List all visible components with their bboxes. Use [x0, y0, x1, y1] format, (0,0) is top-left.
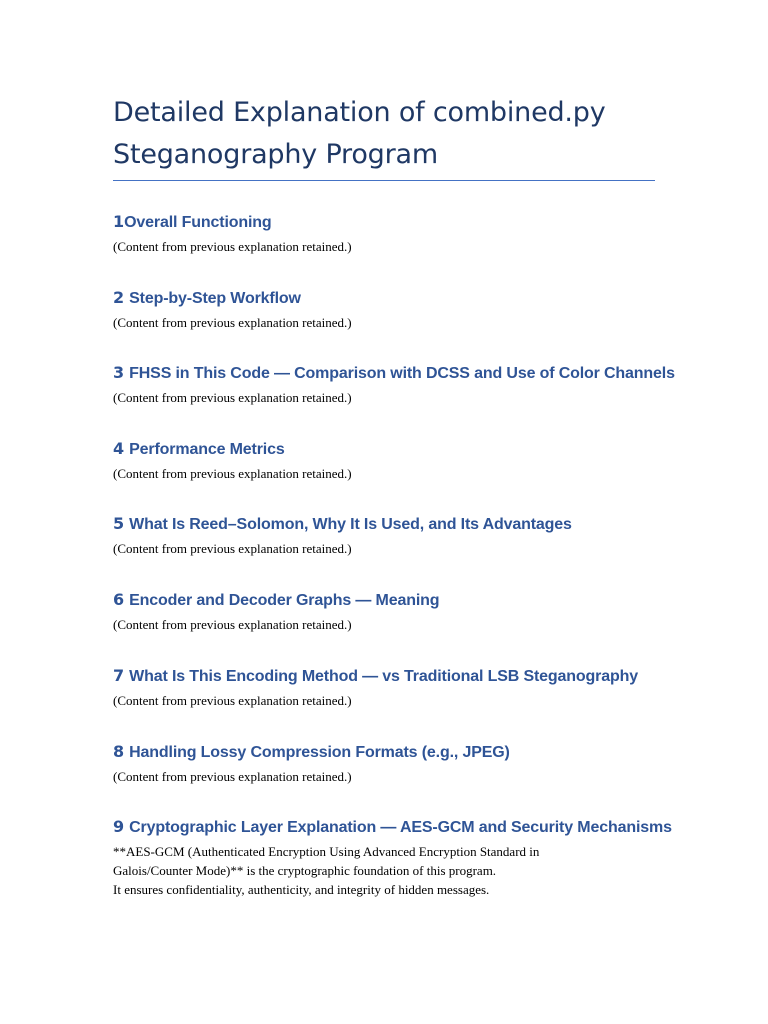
section-body-line: It ensures confidentiality, authenticity, and integrity of hidden messages.: [113, 882, 490, 897]
section-body: (Content from previous explanation retained.): [113, 693, 352, 708]
section-number: 5: [113, 514, 125, 533]
section-6: [113, 590, 673, 634]
section-heading: [113, 666, 673, 688]
section-5: [113, 514, 673, 558]
section-title: What Is This Encoding Method — vs Traditional LSB Steganography: [129, 668, 638, 685]
section-2: [113, 288, 673, 332]
section-number: 4: [113, 439, 125, 458]
section-heading: [113, 439, 673, 461]
section-heading: [113, 288, 673, 310]
section-title: Encoder and Decoder Graphs — Meaning: [129, 592, 440, 609]
section-title: FHSS in This Code — Comparison with DCSS and Use of Color Channels: [129, 365, 675, 382]
document-title-line-2: Steganography Program: [113, 139, 438, 170]
section-body: (Content from previous explanation retained.): [113, 769, 352, 784]
section-body: (Content from previous explanation retained.): [113, 315, 352, 330]
section-body: (Content from previous explanation retained.): [113, 617, 352, 632]
section-4: [113, 439, 673, 483]
section-8: [113, 742, 673, 786]
section-heading: [113, 363, 673, 385]
section-number: 6: [113, 590, 125, 609]
section-title: Cryptographic Layer Explanation — AES-GCM and Security Mechanisms: [129, 819, 672, 836]
section-number: 8: [113, 742, 125, 761]
section-7: [113, 666, 673, 710]
section-body-line: **AES-GCM (Authenticated Encryption Using Advanced Encryption Standard in: [113, 844, 540, 859]
section-body: (Content from previous explanation retained.): [113, 541, 352, 556]
section-title: Performance Metrics: [129, 441, 285, 458]
section-body: (Content from previous explanation retained.): [113, 466, 352, 481]
section-number: 7: [113, 666, 125, 685]
section-number: 1: [113, 212, 125, 231]
section-heading: [113, 590, 673, 612]
section-title: Handling Lossy Compression Formats (e.g., JPEG): [129, 744, 510, 761]
section-number: 3: [113, 363, 125, 382]
section-number: 9: [113, 817, 125, 836]
document-title: [113, 92, 673, 176]
section-number: 2: [113, 288, 125, 307]
section-heading: [113, 742, 673, 764]
section-title: What Is Reed–Solomon, Why It Is Used, and Its Advantages: [129, 516, 572, 533]
section-9: [113, 817, 673, 899]
document-title-line-1: Detailed Explanation of combined.py: [113, 97, 606, 128]
section-1: [113, 212, 673, 256]
section-title: Step-by-Step Workflow: [129, 290, 301, 307]
section-heading: [113, 514, 673, 536]
section-heading: [113, 817, 673, 839]
section-title: Overall Functioning: [124, 214, 272, 231]
section-3: [113, 363, 673, 407]
section-heading: [113, 212, 673, 234]
section-body: (Content from previous explanation retained.): [113, 239, 352, 254]
title-underline: [113, 180, 655, 181]
section-body: (Content from previous explanation retained.): [113, 390, 352, 405]
section-body: [113, 842, 673, 899]
section-body-line: Galois/Counter Mode)** is the cryptographic foundation of this program.: [113, 863, 497, 878]
